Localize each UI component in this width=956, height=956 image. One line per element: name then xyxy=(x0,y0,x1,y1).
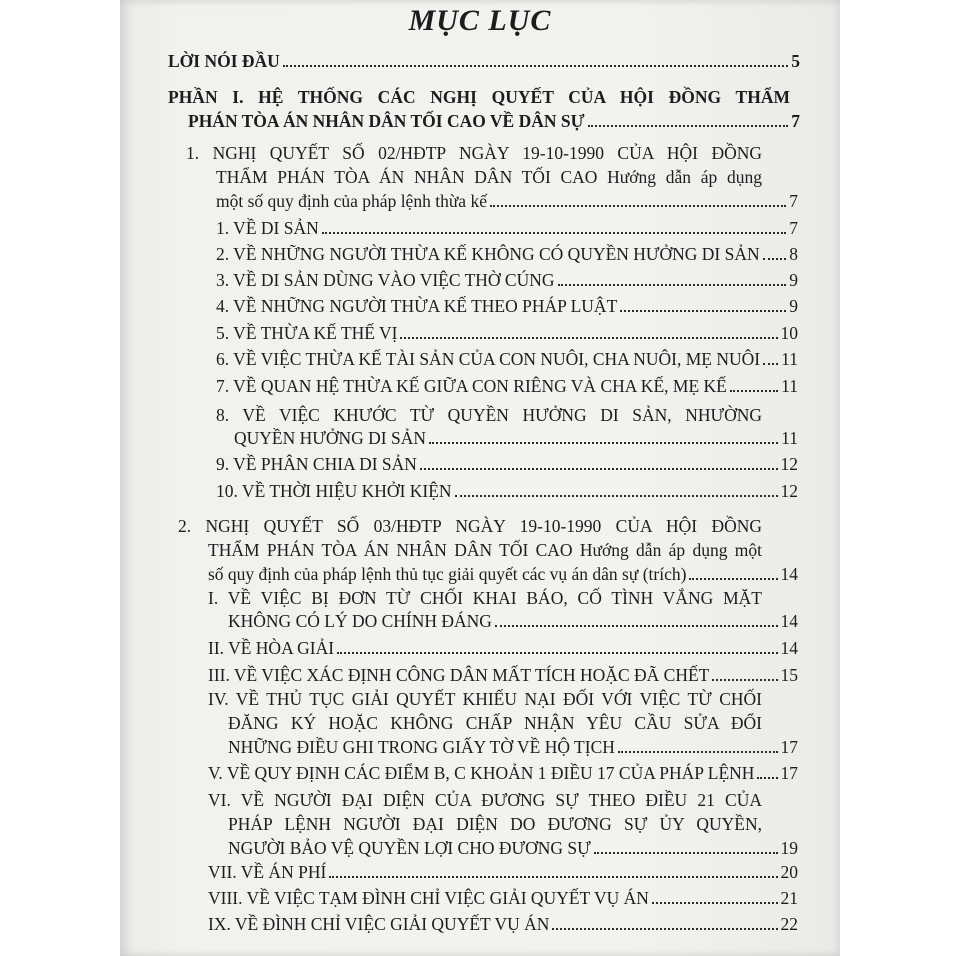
toc-entry-res2-itemVII[interactable] xyxy=(208,861,798,883)
page-number: 12 xyxy=(780,454,798,474)
dot-leader xyxy=(588,125,789,127)
toc-entry-res1[interactable] xyxy=(216,190,798,212)
res2-itemIV-line2: ĐĂNG KÝ HOẶC KHÔNG CHẤP NHẬN YÊU CẦU SỬA ĐỔI xyxy=(228,713,762,733)
dot-leader xyxy=(620,310,786,312)
entry-label: QUYỀN HƯỞNG DI SẢN xyxy=(234,428,426,448)
entry-label: 6. VỀ VIỆC THỪA KẾ TÀI SẢN CỦA CON NUÔI, CHA NUÔI, MẸ NUÔI xyxy=(216,349,761,369)
toc-entry-res1-item[interactable] xyxy=(216,348,798,370)
res2-itemVI-line1: VI. VỀ NGƯỜI ĐẠI DIỆN CỦA ĐƯƠNG SỰ THEO ĐIỀU 21 CỦA xyxy=(208,790,762,810)
entry-label: VII. VỀ ÁN PHÍ xyxy=(208,862,327,882)
toc-entry-res1-item[interactable] xyxy=(216,269,798,291)
part1-heading-line1: PHẦN I. HỆ THỐNG CÁC NGHỊ QUYẾT CỦA HỘI ĐỒNG THẨM xyxy=(168,87,790,107)
dot-leader xyxy=(618,751,778,753)
toc-entry-res1-item[interactable] xyxy=(216,295,798,317)
toc-entry-res2-itemII[interactable] xyxy=(208,637,798,659)
page-number: 8 xyxy=(789,244,798,264)
entry-label: LỜI NÓI ĐẦU xyxy=(168,51,280,71)
dot-leader xyxy=(757,777,777,779)
toc-entry-res2-itemIX[interactable] xyxy=(208,913,798,935)
entry-label: III. VỀ VIỆC XÁC ĐỊNH CÔNG DÂN MẤT TÍCH HOẶC ĐÃ CHẾT xyxy=(208,665,710,685)
page-number: 11 xyxy=(781,428,798,448)
dot-leader xyxy=(495,625,778,627)
toc-entry-res1-item[interactable] xyxy=(216,217,798,239)
res1-heading-line2: THẨM PHÁN TÒA ÁN NHÂN DÂN TỐI CAO Hướng dẫn áp dụng xyxy=(216,167,762,187)
entry-label: số quy định của pháp lệnh thủ tục giải quyết các vụ án dân sự (trích) xyxy=(208,564,687,584)
dot-leader xyxy=(652,902,778,904)
toc-entry-res1-item[interactable] xyxy=(216,453,798,475)
entry-label: 10. VỀ THỜI HIỆU KHỞI KIỆN xyxy=(216,481,452,501)
dot-leader xyxy=(490,205,786,207)
entry-label: 1. VỀ DI SẢN xyxy=(216,218,319,238)
dot-leader xyxy=(329,876,777,878)
dot-leader xyxy=(420,468,778,470)
toc-entry-res2-itemIV[interactable] xyxy=(228,736,798,758)
document-page xyxy=(120,0,840,956)
entry-label: 3. VỀ DI SẢN DÙNG VÀO VIỆC THỜ CÚNG xyxy=(216,270,555,290)
page-number: 7 xyxy=(789,191,798,211)
dot-leader xyxy=(429,442,778,444)
res2-heading-line2: THẨM PHÁN TÒA ÁN NHÂN DÂN TỐI CAO Hướng dẫn áp dụng một xyxy=(208,540,762,560)
dot-leader xyxy=(455,495,778,497)
page-title: MỤC LỤC xyxy=(408,4,552,37)
res2-itemI-line1: I. VỀ VIỆC BỊ ĐƠN TỪ CHỐI KHAI BÁO, CỐ TÌNH VẮNG MẶT xyxy=(208,588,762,608)
dot-leader xyxy=(689,578,777,580)
entry-label: 4. VỀ NHỮNG NGƯỜI THỪA KẾ THEO PHÁP LUẬT xyxy=(216,296,618,316)
page-number: 11 xyxy=(781,376,798,396)
page-number: 9 xyxy=(789,296,798,316)
toc-entry-res1-item[interactable] xyxy=(216,375,798,397)
toc-entry-res1-item8[interactable] xyxy=(234,427,798,449)
page-number: 21 xyxy=(780,888,798,908)
toc-entry-res1-item[interactable] xyxy=(216,322,798,344)
dot-leader xyxy=(594,852,778,854)
res2-itemIV-line1: IV. VỀ THỦ TỤC GIẢI QUYẾT KHIẾU NẠI ĐỐI VỚI VIỆC TỪ CHỐI xyxy=(208,689,762,709)
page-number: 9 xyxy=(789,270,798,290)
toc-entry-res2-itemV[interactable] xyxy=(208,762,798,784)
page-number: 19 xyxy=(780,838,798,858)
dot-leader xyxy=(558,284,787,286)
entry-label: VIII. VỀ VIỆC TẠM ĐÌNH CHỈ VIỆC GIẢI QUYẾT VỤ ÁN xyxy=(208,888,649,908)
entry-label: II. VỀ HÒA GIẢI xyxy=(208,638,335,658)
toc-entry-res2-itemIII[interactable] xyxy=(208,664,798,686)
page-number: 17 xyxy=(780,763,798,783)
dot-leader xyxy=(400,337,777,339)
entry-label: NGƯỜI BẢO VỆ QUYỀN LỢI CHO ĐƯƠNG SỰ xyxy=(228,838,591,858)
toc-entry-preface[interactable] xyxy=(168,50,800,72)
page-number: 10 xyxy=(780,323,798,343)
entry-label: 5. VỀ THỪA KẾ THẾ VỊ xyxy=(216,323,398,343)
page-number: 17 xyxy=(780,737,798,757)
page-number: 7 xyxy=(791,111,800,131)
page-number: 5 xyxy=(791,51,800,71)
entry-label: V. VỀ QUY ĐỊNH CÁC ĐIỂM B, C KHOẢN 1 ĐIỀU 17 CỦA PHÁP LỆNH xyxy=(208,763,755,783)
toc-entry-res2-itemI[interactable] xyxy=(228,610,798,632)
toc-entry-res2-itemVI[interactable] xyxy=(228,837,798,859)
entry-label: 9. VỀ PHÂN CHIA DI SẢN xyxy=(216,454,417,474)
dot-leader xyxy=(763,258,787,260)
page-number: 11 xyxy=(781,349,798,369)
toc-entry-res1-item[interactable] xyxy=(216,480,798,502)
entry-label: IX. VỀ ĐÌNH CHỈ VIỆC GIẢI QUYẾT VỤ ÁN xyxy=(208,914,550,934)
res1-item8-line1: 8. VỀ VIỆC KHƯỚC TỪ QUYỀN HƯỞNG DI SẢN, NHƯỜNG xyxy=(216,405,762,425)
res2-heading-line1: 2. NGHỊ QUYẾT SỐ 03/HĐTP NGÀY 19-10-1990 CỦA HỘI ĐỒNG xyxy=(178,516,762,536)
dot-leader xyxy=(552,928,777,930)
page-number: 7 xyxy=(789,218,798,238)
dot-leader xyxy=(712,679,777,681)
dot-leader xyxy=(322,232,787,234)
toc-entry-res2-itemVIII[interactable] xyxy=(208,887,798,909)
entry-label: 7. VỀ QUAN HỆ THỪA KẾ GIỮA CON RIÊNG VÀ CHA KẾ, MẸ KẾ xyxy=(216,376,727,396)
page-number: 14 xyxy=(780,564,798,584)
res2-itemVI-line2: PHÁP LỆNH NGƯỜI ĐẠI DIỆN DO ĐƯƠNG SỰ ỦY QUYỀN, xyxy=(228,814,762,834)
toc-entry-res2[interactable] xyxy=(208,563,798,585)
dot-leader xyxy=(730,390,778,392)
entry-label: NHỮNG ĐIỀU GHI TRONG GIẤY TỜ VỀ HỘ TỊCH xyxy=(228,737,615,757)
page-number: 12 xyxy=(780,481,798,501)
page-number: 15 xyxy=(780,665,798,685)
page-number: 22 xyxy=(780,914,798,934)
entry-label: một số quy định của pháp lệnh thừa kế xyxy=(216,191,487,211)
page-number: 14 xyxy=(780,638,798,658)
entry-label: KHÔNG CÓ LÝ DO CHÍNH ĐÁNG xyxy=(228,611,492,631)
dot-leader xyxy=(763,363,778,365)
toc-entry-part1[interactable] xyxy=(188,110,800,132)
dot-leader xyxy=(283,65,788,67)
entry-label: 2. VỀ NHỮNG NGƯỜI THỪA KẾ KHÔNG CÓ QUYỀN HƯỞNG DI SẢN xyxy=(216,244,760,264)
entry-label: PHÁN TÒA ÁN NHÂN DÂN TỐI CAO VỀ DÂN SỰ xyxy=(188,111,585,131)
dot-leader xyxy=(337,652,777,654)
page-number: 14 xyxy=(780,611,798,631)
toc-entry-res1-item[interactable] xyxy=(216,243,798,265)
res1-heading-line1: 1. NGHỊ QUYẾT SỐ 02/HĐTP NGÀY 19-10-1990 CỦA HỘI ĐỒNG xyxy=(186,143,762,163)
page-number: 20 xyxy=(780,862,798,882)
